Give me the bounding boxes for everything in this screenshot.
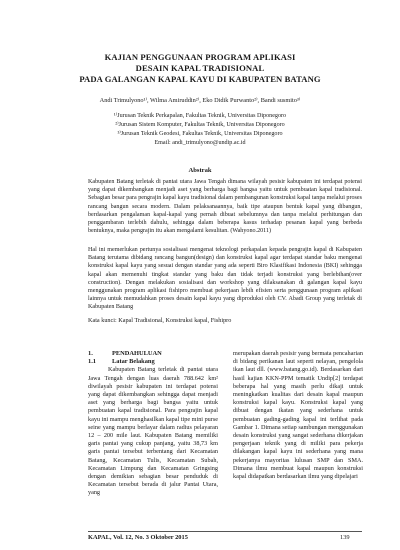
title-line-3: PADA GALANGAN KAPAL KAYU DI KABUPATEN BATANG [79,74,321,84]
paper-title [20,52,380,85]
abstract-paragraph-2: Hal ini memerlukan pertunya sosialisasi mengenai teknologi perkapalan kepada pengrajin kapal di Kabupaten Batang terutama dibidang rancang bangun(design) dan konstruksi kapal agar terdapat standar baku mengenai konstruksi kapal kayu yang sesuai dengan standar yang ada seperti Biro Klasifikasi Indonesia (BKI) sehingga kapal akan memenuhi tingkat standar yang baku dan tidak terjadi konstruksi yang berlebihan(over construction). Dengan melakukan sosialisasi dan workshop yang dilaksanakan di galangan kapal kayu menggunakan program aplikasi fishipro membuat pekerjaan lebih efisien serta penggunaan program aplikasi lainnya untuk memudahkan proses desain kapal kayu yang diproduksi oleh CV. Abadi Group yang terletak di Kabupaten Batang [88,247,362,311]
title-line-2: DESAIN KAPAL TRADISIONAL [135,63,265,73]
section-number: 1. [88,350,93,357]
journal-citation: KAPAL, Vol. 12, No. 3 Oktober 2015 [88,534,188,541]
subsection-title: Latar Belakang [112,358,155,366]
title-line-1: KAJIAN PENGGUNAAN PROGRAM APLIKASI [104,52,296,62]
affiliation-1: ¹⁾Jurusan Teknik Perkapalan, Fakultas Teknik, Universitas Diponegoro [113,113,287,119]
affiliation-2: ²⁾Jurusan Sistem Komputer, Fakultas Teknik, Universitas Diponegoro [115,122,285,128]
contact-email: Email: andi_trimulyono@undip.ac.id [154,140,246,146]
body-text-right: merupakan daerah pesisir yang bermata pencaharian di bidang perikanan laut seperti nelayan, pengelola ikan laut dll. (www.batang.go.id). Berdasarkan dari hasil kajian KKN-PPM tematik Undip[2] terdapat beberapa hal yang masih perlu dikaji untuk meningkatkan kualitas dari desain kapal maupun konstruksi kapal kayu. Konstruksi kapal yang dibuat dengan ikatan yang sederhana untuk pembuatan gading-gading kapal ini terlihat pada Gambar 1. Dimana setiap sambungan menggunakan desain konstruksi yang sangat sederhana dikerjakan pengerjaan teknik yang di miliki para pekerja dilakangan kapal kayu ini sederhana yang mana pekerjanya mayoritas lulusan SMP dan SMA. Dimana ilmu membuat kapal maupun konstruksi kapal didapatkan berdasarkan ilmu yang dipelajari [233,350,363,481]
subsection-number: 1.1 [88,358,96,366]
affiliations [20,112,380,148]
section-heading [88,350,218,358]
subsection-heading [88,358,218,366]
section-title: PENDAHULUAN [112,350,162,357]
affiliation-3: ³⁾Jurusan Teknik Geodesi, Fakultas Teknik, Universitas Diponegoro [117,131,283,137]
keywords: Kata kunci: Kapal Tradisional, Konstruksi kapal, Fishipro [88,317,232,324]
page-number: 139 [340,534,350,541]
author-list: Andi Trimulyono¹⁾, Wilma Amiruddin²⁾, Eko Didik Purwanto²⁾, Bandi susmito³⁾ [99,97,301,104]
abstract-paragraph-1: Kabupaten Batang terletak di pantai utara Jawa Tengah dimana wilayah pesisir kabupaten ini terdapat potensi yang dapat dikembangkan menjadi aset yang berharga bagi bangsa yaitu untuk pembuatan kapal tradisional. Sebagian besar para pengrajin kapal kayu tradisional dalam pembangunan konstruksi kapal tanpa melalui proses rancang bangun secara modern. Dalam pelaksanaannya, baik tipe ataupun bentuk kapal yang dibangun, berdasarkan pengalaman kapal-kapal yang pernah dibuat sebelumnya dan tanpa melalui perhitungan dan penggambaran terlebih dahulu, sehingga dalam beberapa kasus terhadap pesanan kapal yang berbeda bentuknya, maka pengrajin itu akan mengalami kesulitan. (Wahyono.2011) [88,179,362,235]
left-column [88,350,218,498]
abstract-heading: Abstrak [188,167,212,174]
body-text-left: Kabupaten Batang terletak di pantai utara Jawa Tengah dengan luas daerah 788.642 km² diwilayah pesisir kabupaten ini terdapat potensi yang dapat dikembangkan sehingga dapat menjadi aset yang berharga bagi bangsa yaitu untuk pembuatan kapal tradisional. Para pengrajin kapal kayu ini mampu menghasilkan kapal tipe mini purse seine yang mampu berlayar dalam radius pelayaran 12 – 200 mile laut. Kabupaten Batang memiliki garis pantai yang cukup panjang, yaitu 38,73 km garis pantai tersebut terbentang dari Kecamatan Batang, Kecamatan Tulis, Kecamatan Subah, Kecamatan Limpung dan Kecamatan Gringsing dengan demikian sebagian besar penduduk di Kecamatan tersebut berada di jalur Pantai Utara, yang [88,366,218,497]
right-column [233,350,363,481]
footer-divider [88,531,362,532]
